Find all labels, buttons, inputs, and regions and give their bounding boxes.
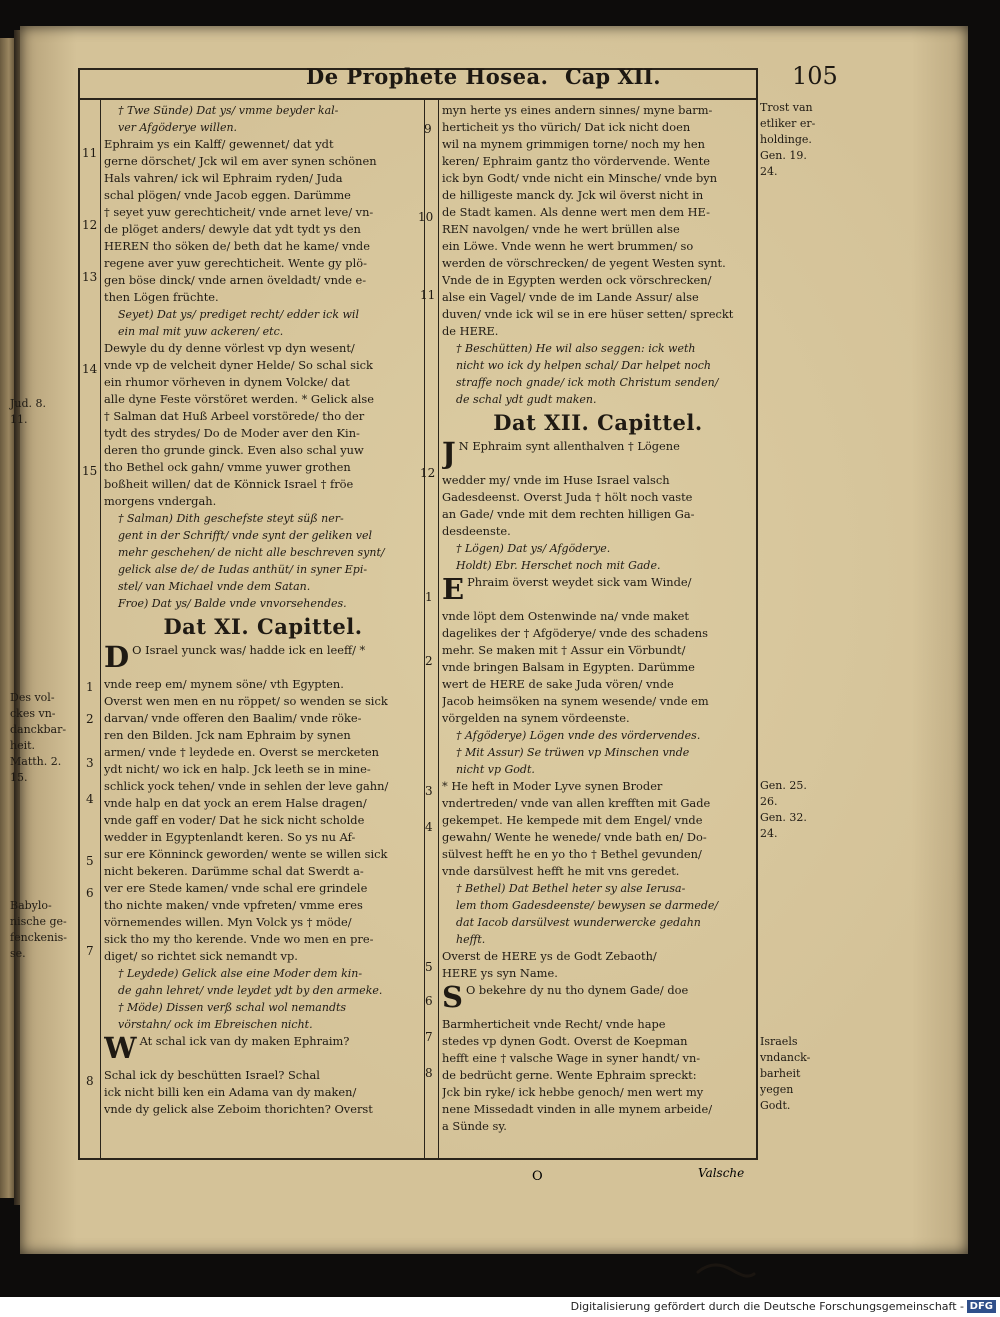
text-line: Barmherticheit vnde Recht/ vnde hape — [442, 1017, 666, 1031]
text-line: O Israel yunck was/ hadde ick en leeff/ * — [132, 643, 366, 657]
verse-number: 1 — [86, 680, 94, 694]
text-line: an Gade/ vnde mit dem rechten hilligen Ga- — [442, 507, 695, 521]
text-line: keren/ Ephraim gantz tho vördervende. Wente — [442, 154, 711, 168]
text-line: darvan/ vnde offeren den Baalim/ vnde röke- — [104, 711, 362, 725]
text-line: herticheit ys tho vürich/ Dat ick nicht doen — [442, 120, 691, 134]
commentary-line: gelick alse de/ de Iudas anthüt/ in syner Epi- — [118, 563, 368, 576]
text-line: hefft eine † valsche Wage in syner handt/ vn- — [442, 1051, 701, 1065]
text-line: wedder in Egyptenlandt keren. So ys nu Af- — [104, 830, 356, 844]
drop-cap-initial: S — [442, 982, 463, 1014]
text-line: alle dyne Feste vörstöret werden. * Gelick alse — [104, 392, 374, 406]
text-line-with-initial — [442, 574, 754, 608]
verse-number: 5 — [86, 854, 94, 868]
margin-note-line: Gen. 19. — [760, 149, 807, 162]
ink-squiggle-mark — [696, 1258, 756, 1280]
text-line: sick tho my tho kerende. Vnde wo men en pre- — [104, 932, 374, 946]
text-line: werden de vörschrecken/ de yegent Westen synt. — [442, 256, 726, 270]
text-line: vnde bringen Balsam in Egypten. Darümme — [442, 660, 695, 674]
header-rule-bottom — [78, 98, 758, 100]
commentary-line: Holdt) Ebr. Herschet noch mit Gade. — [456, 559, 661, 572]
text-line: vndertreden/ vnde van allen krefften mit Gade — [442, 796, 711, 810]
commentary-line: nicht wo ick dy helpen schal/ Dar helpet noch — [456, 359, 711, 372]
text-line: Dewyle du dy denne vörlest vp dyn wesent/ — [104, 341, 355, 355]
margin-note-line: fenckenis- — [10, 931, 67, 944]
margin-note-line: 24. — [760, 165, 778, 178]
commentary-line: straffe noch gnade/ ick moth Christum senden/ — [456, 376, 719, 389]
text-line: tho nichte maken/ vnde vpfreten/ vmme eres — [104, 898, 363, 912]
text-line: nene Missedadt vinden in alle mynem arbeide/ — [442, 1102, 713, 1116]
commentary-line: stel/ van Michael vnde dem Satan. — [118, 580, 311, 593]
verse-number: 1 — [425, 590, 433, 604]
verse-number: 8 — [86, 1074, 94, 1088]
commentary-line: † Afgöderye) Lögen vnde des vördervendes. — [456, 729, 701, 742]
text-line: wedder my/ vnde im Huse Israel valsch — [442, 473, 670, 487]
catchword: Valsche — [698, 1166, 745, 1180]
text-line: N Ephraim synt allenthalven † Lögene — [458, 439, 680, 453]
margin-note-line: 26. — [760, 795, 778, 808]
text-line: de HERE. — [442, 324, 499, 338]
commentary-line: † Möde) Dissen verß schal wol nemandts — [118, 1001, 347, 1014]
text-line: ren den Bilden. Jck nam Ephraim by synen — [104, 728, 351, 742]
margin-note-right — [760, 1034, 810, 1114]
funding-credit: Digitalisierung gefördert durch die Deutsche Forschungsgemeinschaft - — [570, 1300, 964, 1313]
commentary-line: gent in der Schrifft/ vnde synt der geliken vel — [118, 529, 373, 542]
text-line: Overst de HERE ys de Godt Zebaoth/ — [442, 949, 657, 963]
drop-cap-initial: W — [104, 1033, 137, 1065]
commentary-line: mehr geschehen/ de nicht alle beschreven synt/ — [118, 546, 385, 559]
book-page — [10, 26, 968, 1254]
margin-note-right — [760, 778, 807, 842]
text-line: Schal ick dy beschütten Israel? Schal — [104, 1068, 320, 1082]
commentary-line: vörstahn/ ock im Ebreischen nicht. — [118, 1018, 313, 1031]
drop-cap-initial: D — [104, 642, 130, 674]
text-line: tydt des strydes/ Do de Moder aver den Kin- — [104, 426, 360, 440]
text-line: HERE ys syn Name. — [442, 966, 558, 980]
verse-number: 15 — [82, 464, 98, 478]
text-line: vnde reep em/ mynem söne/ vth Egypten. — [104, 677, 344, 691]
margin-note-line: 15. — [10, 771, 28, 784]
verse-number: 7 — [86, 944, 94, 958]
verse-number: 10 — [418, 210, 434, 224]
text-line: morgens vndergah. — [104, 494, 217, 508]
verse-number: 13 — [82, 270, 98, 284]
drop-cap-initial: J — [442, 438, 456, 470]
text-line: * He heft in Moder Lyve synen Broder — [442, 779, 663, 793]
verse-number: 9 — [424, 122, 432, 136]
verse-number: 6 — [425, 994, 433, 1008]
commentary-line: † Lögen) Dat ys/ Afgöderye. — [456, 542, 611, 555]
text-line: myn herte ys eines andern sinnes/ myne barm- — [442, 103, 713, 117]
margin-note-line: Matth. 2. — [10, 755, 62, 768]
verse-number: 2 — [425, 654, 433, 668]
verse-number: 12 — [82, 218, 98, 232]
text-line: vnde halp en dat yock an erem Halse dragen/ — [104, 796, 367, 810]
margin-note-line: vndanck- — [760, 1051, 811, 1064]
text-line: Jacob heimsöken na synem wesende/ vnde em — [442, 694, 709, 708]
commentary-line: dat Iacob darsülvest wunderwercke gedahn — [456, 916, 701, 929]
commentary-line: ver Afgöderye willen. — [118, 121, 238, 134]
text-line: duven/ vnde ick wil se in ere hüser setten/ spreckt — [442, 307, 734, 321]
margin-note-line: Gen. 25. — [760, 779, 807, 792]
verse-number: 6 — [86, 886, 94, 900]
text-line: vnde löpt dem Ostenwinde na/ vnde maket — [442, 609, 689, 623]
text-line: vnde gaff en voder/ Dat he sick nicht scholde — [104, 813, 365, 827]
dfg-logo: DFG — [967, 1300, 996, 1313]
text-line: vnde vp de velcheit dyner Helde/ So schal sick — [104, 358, 373, 372]
running-title: De Prophete Hosea. — [306, 64, 549, 89]
commentary-line: Seyet) Dat ys/ prediget recht/ edder ick wil — [118, 308, 359, 321]
text-line: dagelikes der † Afgöderye/ vnde des schadens — [442, 626, 708, 640]
right-text-column — [442, 102, 754, 1135]
margin-note-line: yegen — [760, 1083, 794, 1096]
commentary-line: hefft. — [456, 933, 486, 946]
text-line: deren tho grunde ginck. Even also schal yuw — [104, 443, 364, 457]
commentary-line: ein mal mit yuw ackeren/ etc. — [118, 325, 284, 338]
verse-number: 8 — [425, 1066, 433, 1080]
text-line: alse ein Vagel/ vnde de im Lande Assur/ alse — [442, 290, 699, 304]
text-line: vörnemendes willen. Myn Volck ys † möde/ — [104, 915, 352, 929]
text-line: vnde dy gelick alse Zeboim thorichten? Overst — [104, 1102, 373, 1116]
margin-note-line: danckbar- — [10, 723, 67, 736]
signature-mark: O — [532, 1169, 543, 1184]
verse-number: 4 — [86, 792, 94, 806]
text-line: sülvest hefft he en yo tho † Bethel gevunden/ — [442, 847, 702, 861]
text-line: gen böse dinck/ vnde arnen öveldadt/ vnde e- — [104, 273, 367, 287]
left-text-column — [104, 102, 422, 1118]
commentary-line: † Leydede) Gelick alse eine Moder dem kin- — [118, 967, 363, 980]
verse-number: 3 — [86, 756, 94, 770]
margin-note-line: Des vol- — [10, 691, 55, 704]
text-line: Overst wen men en nu röppet/ so wenden se sick — [104, 694, 388, 708]
margin-note-line: holdinge. — [760, 133, 812, 146]
margin-note-line: 11. — [10, 413, 28, 426]
text-line-with-initial — [442, 438, 754, 472]
verse-number: 14 — [82, 362, 98, 376]
margin-note-line: Gen. 32. — [760, 811, 807, 824]
text-line: † seyet yuw gerechticheit/ vnde arnet leve/ vn- — [104, 205, 374, 219]
text-line: ein rhumor vörheven in dynem Volcke/ dat — [104, 375, 350, 389]
text-line: ver ere Stede kamen/ vnde schal ere grindele — [104, 881, 368, 895]
frame-inner-rule-left — [100, 98, 101, 1160]
margin-note-line: Jud. 8. — [10, 397, 47, 410]
chapter-heading: Dat XI. Capittel. — [163, 614, 363, 639]
text-line: Gadesdeenst. Overst Juda † hölt noch vaste — [442, 490, 693, 504]
verse-number: 5 — [425, 960, 433, 974]
text-line: mehr. Se maken mit † Assur ein Vörbundt/ — [442, 643, 686, 657]
footer-bar — [0, 1297, 1000, 1317]
margin-note-line: Trost van — [760, 101, 813, 114]
margin-note-right — [760, 100, 815, 180]
text-line-with-initial — [104, 642, 422, 676]
text-line: ick byn Godt/ vnde nicht ein Minsche/ vnde byn — [442, 171, 718, 185]
margin-note-line: Godt. — [760, 1099, 791, 1112]
verse-number: 12 — [420, 466, 436, 480]
text-line: schlick yock tehen/ vnde in sehlen der leve gahn/ — [104, 779, 389, 793]
text-line: ein Löwe. Vnde wenn he wert brummen/ so — [442, 239, 694, 253]
commentary-line: † Beschütten) He wil also seggen: ick weth — [456, 342, 696, 355]
verse-number: 7 — [425, 1030, 433, 1044]
verse-number: 11 — [82, 146, 98, 160]
text-line: nicht bekeren. Darümme schal dat Swerdt a- — [104, 864, 364, 878]
margin-note-line: ckes vn- — [10, 707, 56, 720]
frame-right-rule — [756, 68, 758, 1160]
commentary-line: † Mit Assur) Se trüwen vp Minschen vnde — [456, 746, 690, 759]
text-line: diget/ so richtet sick nemandt vp. — [104, 949, 298, 963]
margin-note-line: etliker er- — [760, 117, 816, 130]
margin-note-left — [10, 690, 66, 786]
frame-left-rule — [78, 68, 80, 1160]
verse-number: 2 — [86, 712, 94, 726]
text-line: gewahn/ Wente he wenede/ vnde bath en/ Do- — [442, 830, 707, 844]
text-line: Phraim överst weydet sick vam Winde/ — [467, 575, 692, 589]
text-line: de bedrücht gerne. Wente Ephraim spreckt: — [442, 1068, 697, 1082]
text-line: then Lögen früchte. — [104, 290, 219, 304]
commentary-line: † Twe Sünde) Dat ys/ vmme beyder kal- — [118, 104, 339, 117]
text-line: Ephraim ys ein Kalff/ gewennet/ dat ydt — [104, 137, 334, 151]
text-line: armen/ vnde † leydede en. Overst se mercketen — [104, 745, 380, 759]
drop-cap-initial: E — [442, 574, 465, 606]
margin-note-left — [10, 898, 67, 962]
margin-note-left — [10, 396, 46, 428]
chapter-heading: Dat XII. Capittel. — [493, 410, 703, 435]
running-chapter: Cap XII. — [565, 64, 661, 89]
text-line: vnde darsülvest hefft he mit vns geredet. — [442, 864, 680, 878]
text-line: de hilligeste manck dy. Jck wil överst nicht in — [442, 188, 704, 202]
text-line: O bekehre dy nu tho dynem Gade/ doe — [465, 983, 689, 997]
verse-number: 11 — [420, 288, 436, 302]
verse-number: 4 — [425, 820, 433, 834]
frame-inner-rule-mid — [438, 98, 439, 1160]
text-line: wert de HERE de sake Juda vören/ vnde — [442, 677, 674, 691]
margin-note-line: heit. — [10, 739, 36, 752]
text-line: HEREN tho söken de/ beth dat he kame/ vnde — [104, 239, 370, 253]
text-line-with-initial — [104, 1033, 422, 1067]
margin-note-line: 24. — [760, 827, 778, 840]
text-line: gerne dörschet/ Jck wil em aver synen schönen — [104, 154, 377, 168]
text-line: a Sünde sy. — [442, 1119, 507, 1133]
commentary-line: de schal ydt gudt maken. — [456, 393, 597, 406]
text-line: gekempet. He kempede mit dem Engel/ vnde — [442, 813, 703, 827]
text-line: At schal ick van dy maken Ephraim? — [139, 1034, 350, 1048]
margin-note-line: nische ge- — [10, 915, 67, 928]
text-line: schal plögen/ vnde Jacob eggen. Darümme — [104, 188, 351, 202]
text-line: de Stadt kamen. Als denne wert men dem HE- — [442, 205, 710, 219]
commentary-line: nicht vp Godt. — [456, 763, 535, 776]
text-line-with-initial — [442, 982, 754, 1016]
text-line: vörgelden na synem vördeenste. — [442, 711, 630, 725]
commentary-line: lem thom Gadesdeenste/ bewysen se darmede/ — [456, 899, 719, 912]
text-line: wil na mynem grimmigen torne/ noch my hen — [442, 137, 705, 151]
text-line: Vnde de in Egypten werden ock vörschrecken/ — [442, 273, 712, 287]
margin-note-line: barheit — [760, 1067, 801, 1080]
text-line: Hals vahren/ ick wil Ephraim ryden/ Juda — [104, 171, 343, 185]
text-line: sur ere Könninck geworden/ wente se willen sick — [104, 847, 388, 861]
text-line: desdeenste. — [442, 524, 511, 538]
margin-note-line: Israels — [760, 1035, 798, 1048]
commentary-line: † Salman) Dith geschefste steyt süß ner- — [118, 512, 344, 525]
text-line: ydt nicht/ wo ick en halp. Jck leeth se in mine- — [104, 762, 371, 776]
text-line: boßheit willen/ dat de Könnick Israel † fröe — [104, 477, 354, 491]
text-line: stedes vp dynen Godt. Overst de Koepman — [442, 1034, 688, 1048]
text-line: † Salman dat Huß Arbeel vorstörede/ tho der — [104, 409, 365, 423]
text-line: regene aver yuw gerechticheit. Wente gy plö- — [104, 256, 367, 270]
margin-note-line: se. — [10, 947, 26, 960]
frame-bottom-rule — [78, 1158, 758, 1160]
text-line: ick nicht billi ken ein Adama van dy maken/ — [104, 1085, 357, 1099]
commentary-line: Froe) Dat ys/ Balde vnde vnvorsehendes. — [118, 597, 347, 610]
page-number: 105 — [792, 62, 838, 90]
commentary-line: † Bethel) Dat Bethel heter sy alse Ierusa- — [456, 882, 686, 895]
margin-note-line: Babylo- — [10, 899, 52, 912]
verse-number: 3 — [425, 784, 433, 798]
text-line: REN navolgen/ vnde he wert brüllen alse — [442, 222, 680, 236]
commentary-line: de gahn lehret/ vnde leydet ydt by den armeke. — [118, 984, 383, 997]
text-line: tho Bethel ock gahn/ vmme yuwer grothen — [104, 460, 351, 474]
text-line: de plöget anders/ dewyle dat ydt tydt ys den — [104, 222, 361, 236]
text-line: Jck bin ryke/ ick hebbe genoch/ men wert my — [442, 1085, 704, 1099]
